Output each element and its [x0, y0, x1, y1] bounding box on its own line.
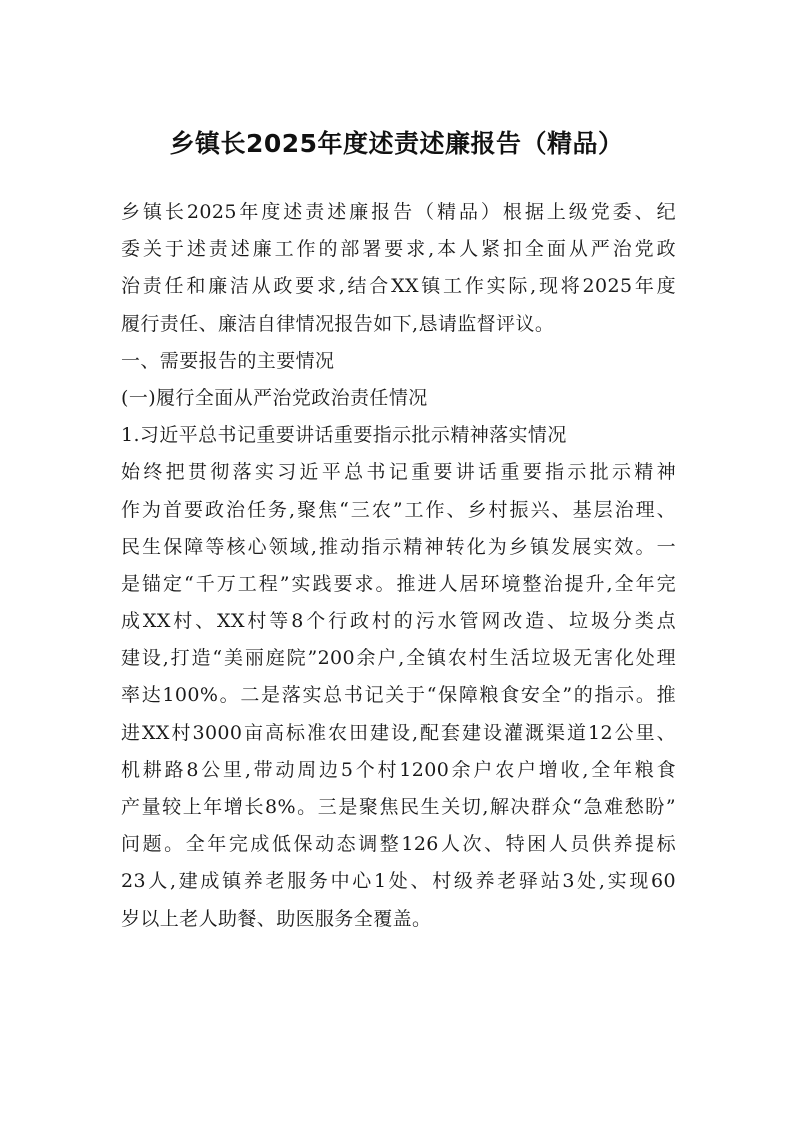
document-title: 乡镇长2025年度述责述廉报告（精品） [169, 129, 624, 158]
body-line: 委关于述责述廉工作的部署要求,本人紧扣全面从严治党政 [121, 238, 676, 261]
body-line: 建设,打造“美丽庭院”200余户,全镇农村生活垃圾无害化处理 [121, 647, 676, 670]
body-line: 23人,建成镇养老服务中心1处、村级养老驿站3处,实现60 [121, 870, 676, 893]
body-line: 问题。全年完成低保动态调整126人次、特困人员供养提标 [121, 833, 676, 856]
section-heading: 一、需要报告的主要情况 [121, 349, 335, 372]
body-line: 始终把贯彻落实习近平总书记重要讲话重要指示批示精神 [121, 461, 676, 484]
item-heading: 1.习近平总书记重要讲话重要指示批示精神落实情况 [121, 424, 567, 447]
body-line: 民生保障等核心领域,推动指示精神转化为乡镇发展实效。一 [121, 535, 676, 558]
body-line: 岁以上老人助餐、助医服务全覆盖。 [121, 907, 432, 930]
body-line: 作为首要政治任务,聚焦“三农”工作、乡村振兴、基层治理、 [121, 498, 676, 521]
body-line: 进XX村3000亩高标准农田建设,配套建设灌溉渠道12公里、 [121, 721, 676, 744]
body-line: 是锚定“千万工程”实践要求。推进人居环境整治提升,全年完 [121, 572, 676, 595]
body-line: 产量较上年增长8%。三是聚焦民生关切,解决群众“急难愁盼” [121, 796, 676, 818]
body-line: 治责任和廉洁从政要求,结合XX镇工作实际,现将2025年度 [121, 275, 676, 298]
body-line: 率达100%。二是落实总书记关于“保障粮食安全”的指示。推 [121, 684, 676, 707]
body-line: 机耕路8公里,带动周边5个村1200余户农户增收,全年粮食 [121, 758, 676, 781]
body-line: 成XX村、XX村等8个行政村的污水管网改造、垃圾分类点 [121, 610, 676, 633]
subsection-heading: (一)履行全面从严治党政治责任情况 [121, 386, 428, 409]
body-line: 乡镇长2025年度述责述廉报告（精品）根据上级党委、纪 [121, 201, 676, 223]
document-body [121, 194, 676, 938]
body-line: 履行责任、廉洁自律情况报告如下,恳请监督评议。 [121, 312, 555, 335]
